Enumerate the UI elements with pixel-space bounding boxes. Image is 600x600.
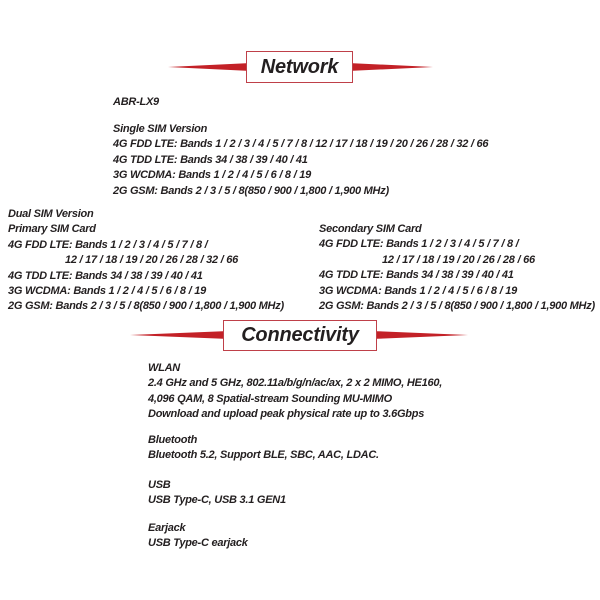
connectivity-header-box xyxy=(223,320,377,351)
earjack-title: Earjack xyxy=(148,522,186,534)
usb-title: USB xyxy=(148,479,171,491)
bluetooth-title: Bluetooth xyxy=(148,434,198,446)
single-sim-tdd: 4G TDD LTE: Bands 34 / 38 / 39 / 40 / 41 xyxy=(113,153,308,166)
connectivity-header-label: Connectivity xyxy=(241,324,359,346)
secondary-sim-fdd-line1: 4G FDD LTE: Bands 1 / 2 / 3 / 4 / 5 / 7 / 8 / xyxy=(319,238,519,251)
secondary-sim-fdd-line2: 12 / 17 / 18 / 19 / 20 / 26 / 28 / 66 xyxy=(382,253,535,266)
usb-section xyxy=(148,478,286,509)
single-sim-section xyxy=(113,122,488,199)
model-name: ABR-LX9 xyxy=(113,96,159,108)
secondary-sim-wcdma: 3G WCDMA: Bands 1 / 2 / 4 / 5 / 6 / 8 / 19 xyxy=(319,284,517,297)
primary-sim-tdd: 4G TDD LTE: Bands 34 / 38 / 39 / 40 / 41 xyxy=(8,269,203,282)
wlan-section xyxy=(148,361,442,423)
primary-sim-title: Primary SIM Card xyxy=(8,223,96,236)
connectivity-ribbon-right-spike xyxy=(377,330,468,340)
primary-sim-wcdma: 3G WCDMA: Bands 1 / 2 / 4 / 5 / 6 / 8 / 19 xyxy=(8,285,206,298)
network-header-label: Network xyxy=(260,55,339,78)
bluetooth-section xyxy=(148,433,379,464)
connectivity-ribbon-left-spike xyxy=(130,330,223,340)
secondary-sim-tdd: 4G TDD LTE: Bands 34 / 38 / 39 / 40 / 41 xyxy=(319,269,514,282)
dual-sim-title: Dual SIM Version xyxy=(8,208,94,220)
earjack-section xyxy=(148,521,248,552)
primary-sim-fdd-line1: 4G FDD LTE: Bands 1 / 2 / 3 / 4 / 5 / 7 / 8 / xyxy=(8,238,208,251)
network-ribbon-left-spike xyxy=(168,62,246,72)
dual-sim-primary-section xyxy=(8,207,284,315)
dual-sim-secondary-section xyxy=(319,222,595,314)
network-ribbon-right-spike xyxy=(353,62,433,72)
wlan-line2: 4,096 QAM, 8 Spatial-stream Sounding MU-MIMO xyxy=(148,392,392,405)
network-header-box xyxy=(246,51,353,83)
wlan-title: WLAN xyxy=(148,362,180,374)
single-sim-title: Single SIM Version xyxy=(113,123,208,135)
secondary-sim-title: Secondary SIM Card xyxy=(319,223,422,235)
earjack-line1: USB Type-C earjack xyxy=(148,537,248,550)
single-sim-wcdma: 3G WCDMA: Bands 1 / 2 / 4 / 5 / 6 / 8 / 19 xyxy=(113,169,311,182)
wlan-line3: Download and upload peak physical rate up to 3.6Gbps xyxy=(148,408,425,421)
wlan-line1: 2.4 GHz and 5 GHz, 802.11a/b/g/n/ac/ax, 2 x 2 MIMO, HE160, xyxy=(148,377,443,390)
primary-sim-fdd-line2: 12 / 17 / 18 / 19 / 20 / 26 / 28 / 32 / 66 xyxy=(65,254,238,267)
primary-sim-gsm: 2G GSM: Bands 2 / 3 / 5 / 8(850 / 900 / 1,800 / 1,900 MHz) xyxy=(8,300,284,313)
usb-line1: USB Type-C, USB 3.1 GEN1 xyxy=(148,494,286,507)
bluetooth-line1: Bluetooth 5.2, Support BLE, SBC, AAC, LDAC. xyxy=(148,449,379,462)
single-sim-gsm: 2G GSM: Bands 2 / 3 / 5 / 8(850 / 900 / 1,800 / 1,900 MHz) xyxy=(113,184,389,197)
single-sim-fdd: 4G FDD LTE: Bands 1 / 2 / 3 / 4 / 5 / 7 / 8 / 12 / 17 / 18 / 19 / 20 / 26 / 28 / 32 / 66 xyxy=(113,138,489,151)
secondary-sim-gsm: 2G GSM: Bands 2 / 3 / 5 / 8(850 / 900 / 1,800 / 1,900 MHz) xyxy=(319,300,595,313)
